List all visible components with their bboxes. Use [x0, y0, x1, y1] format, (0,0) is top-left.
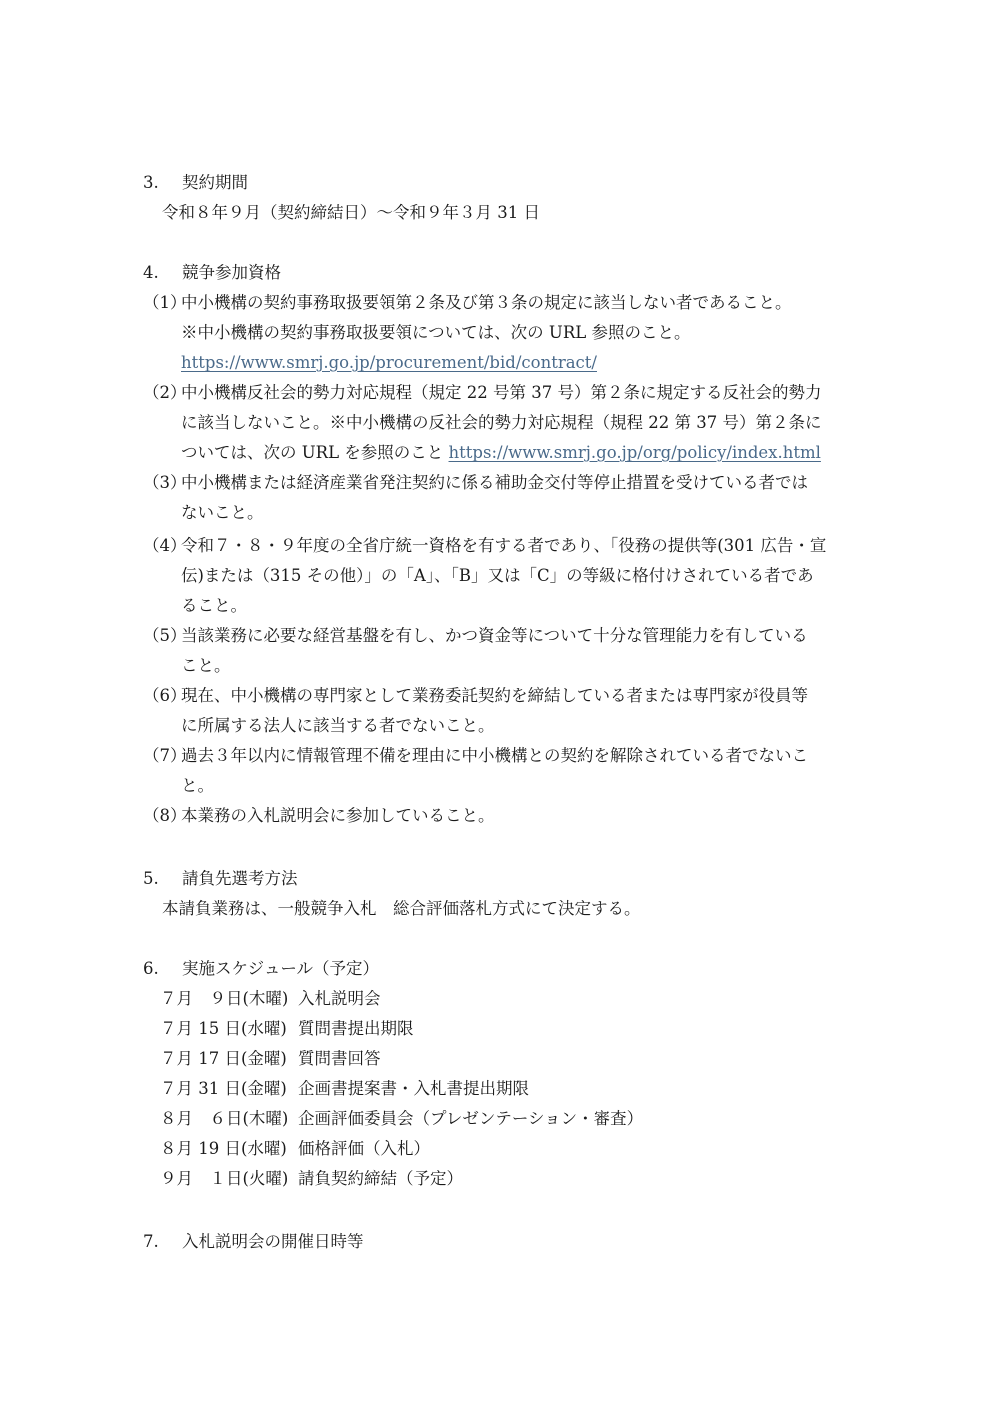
item-label: （4） — [143, 536, 187, 555]
schedule-row — [160, 1048, 381, 1070]
item-text: 中小機構反社会的勢力対応規程（規定 22 号第 37 号）第２条に規定する反社会的勢力 — [181, 383, 822, 402]
note-text: ※中小機構の契約事務取扱要領については、次の URL 参照のこと。 — [181, 323, 691, 342]
item-text: 中小機構または経済産業省発注契約に係る補助金交付等停止措置を受けている者では — [181, 473, 808, 492]
item-label: （8） — [143, 806, 187, 825]
section-number: 7. — [143, 1232, 159, 1251]
section-title: 入札説明会の開催日時等 — [182, 1232, 364, 1251]
list-item — [143, 685, 808, 707]
item-text-continued: と。 — [181, 776, 214, 795]
schedule-row — [160, 1018, 414, 1040]
schedule-event: 企画評価委員会（プレゼンテーション・審査） — [298, 1109, 644, 1128]
item-text-continued — [181, 442, 821, 464]
list-item — [143, 535, 826, 557]
list-item — [143, 805, 495, 827]
schedule-row — [160, 1168, 463, 1190]
item-text: 過去３年以内に情報管理不備を理由に中小機構との契約を解除されている者でないこ — [181, 746, 808, 765]
policy-link[interactable]: https://www.smrj.go.jp/org/policy/index.html — [448, 443, 821, 462]
list-item — [143, 382, 821, 404]
item-text-continued: こと。 — [181, 656, 231, 675]
schedule-row — [160, 988, 381, 1010]
item-text-continued: に所属する法人に該当する者でないこと。 — [181, 716, 495, 735]
section-5-heading — [143, 868, 298, 890]
item-label: （7） — [143, 746, 187, 765]
schedule-date: ９月 １日(火曜) — [160, 1169, 289, 1188]
item-label: （3） — [143, 473, 187, 492]
schedule-date: ７月 ９日(木曜) — [160, 989, 289, 1008]
section-number: 6. — [143, 959, 159, 978]
schedule-event: 入札説明会 — [298, 989, 381, 1008]
schedule-event: 請負契約締結（予定） — [298, 1169, 463, 1188]
schedule-row — [160, 1078, 529, 1100]
list-item — [143, 292, 792, 314]
item-text: 中小機構の契約事務取扱要領第２条及び第３条の規定に該当しない者であること。 — [181, 293, 792, 312]
section-4-heading — [143, 262, 281, 284]
section-title: 競争参加資格 — [182, 263, 281, 282]
schedule-event: 企画書提案書・入札書提出期限 — [298, 1079, 529, 1098]
section-title: 契約期間 — [182, 173, 248, 192]
section-title: 実施スケジュール（予定） — [182, 959, 380, 978]
item-text: 本業務の入札説明会に参加していること。 — [181, 806, 495, 825]
list-item — [143, 472, 808, 494]
schedule-date: ７月 31 日(金曜) — [160, 1079, 287, 1098]
contract-period-text: 令和８年９月（契約締結日）〜令和９年３月 31 日 — [162, 203, 540, 222]
schedule-date: ７月 15 日(水曜) — [160, 1019, 287, 1038]
item-text: 当該業務に必要な経営基盤を有し、かつ資金等について十分な管理能力を有している — [181, 626, 808, 645]
section-number: 5. — [143, 869, 159, 888]
section-number: 3. — [143, 173, 159, 192]
section-title: 請負先選考方法 — [182, 869, 298, 888]
section-7-heading — [143, 1231, 364, 1253]
section-number: 4. — [143, 263, 159, 282]
item-text-continued: ること。 — [181, 596, 247, 615]
item-text-continued: ないこと。 — [181, 503, 264, 522]
schedule-event: 質問書回答 — [298, 1049, 381, 1068]
link-line — [181, 352, 597, 374]
selection-method-text: 本請負業務は、一般競争入札 総合評価落札方式にて決定する。 — [162, 899, 641, 918]
item-text: 現在、中小機構の専門家として業務委託契約を締結している者または専門家が役員等 — [181, 686, 808, 705]
contract-rules-link[interactable]: https://www.smrj.go.jp/procurement/bid/contract/ — [181, 353, 597, 372]
item-text-continued: に該当しないこと。※中小機構の反社会的勢力対応規程（規程 22 第 37 号）第２条に — [181, 413, 822, 432]
schedule-row — [160, 1108, 643, 1130]
schedule-event: 価格評価（入札） — [298, 1139, 430, 1158]
section-6-heading — [143, 958, 379, 980]
schedule-event: 質問書提出期限 — [298, 1019, 414, 1038]
item-text: 令和７・８・９年度の全省庁統一資格を有する者であり、「役務の提供等(301 広告・宣 — [181, 536, 827, 555]
schedule-row — [160, 1138, 430, 1160]
item-text: ついては、次の URL を参照のこと — [181, 443, 449, 462]
item-label: （2） — [143, 383, 187, 402]
list-item — [143, 625, 808, 647]
list-item — [143, 745, 808, 767]
item-label: （1） — [143, 293, 187, 312]
item-text-continued: 伝)または（315 その他）」の「A」、「B」又は「C」の等級に格付けされている者であ — [181, 566, 814, 585]
schedule-date: ７月 17 日(金曜) — [160, 1049, 287, 1068]
item-label: （6） — [143, 686, 187, 705]
item-label: （5） — [143, 626, 187, 645]
schedule-date: ８月 ６日(木曜) — [160, 1109, 289, 1128]
section-3-heading — [143, 172, 248, 194]
schedule-date: ８月 19 日(水曜) — [160, 1139, 287, 1158]
